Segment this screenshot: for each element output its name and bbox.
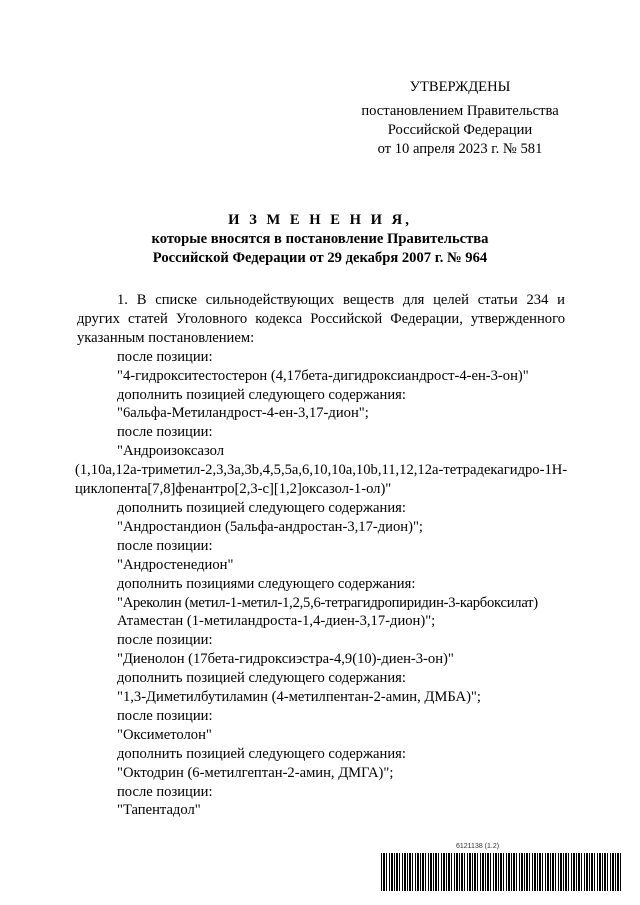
text-line: дополнить позицией следующего содержания:	[117, 499, 406, 516]
text-line: после позиции:	[117, 707, 213, 724]
barcode-block	[381, 843, 623, 893]
text-line: (1,10а,12а-триметил-2,3,3а,3b,4,5,5а,6,10,10а,10b,11,12,12а-тетрадекагидро-1Н-циклопента[7,8]фенантро[2,3-c][1,2]оксазол-1-ол)"	[75, 462, 568, 498]
text-line: "Диенолон (17бета-гидроксиэстра-4,9(10)-диен-3-он)"	[117, 651, 454, 668]
text-line: после позиции:	[117, 424, 213, 441]
text-line: "Андростенедион"	[117, 556, 234, 573]
text-line: после позиции:	[117, 348, 213, 365]
text-line: дополнить позицией следующего содержания:	[117, 386, 406, 403]
heading-title: И З М Е Н Е Н И Я,	[228, 212, 412, 228]
text-line: "Андростандион (5альфа-андростан-3,17-дион)";	[117, 518, 423, 535]
text-line: после позиции:	[117, 537, 213, 554]
text-line: дополнить позицией следующего содержания:	[117, 670, 406, 687]
text-line: "Октодрин (6-метилгептан-2-амин, ДМГА)";	[117, 764, 394, 781]
text-line: после позиции:	[117, 632, 213, 649]
text-line: "1,3-Диметилбутиламин (4-метилпентан-2-амин, ДМБА)";	[117, 689, 481, 706]
text-line: дополнить позицией следующего содержания:	[117, 745, 406, 762]
text-line: "Оксиметолон"	[117, 726, 212, 743]
text-line: "Андроизоксазол	[117, 443, 225, 460]
text-line: "4-гидрокситестостерон (4,17бета-дигидроксиандрост-4-ен-3-он)"	[117, 367, 529, 384]
text-line: "Ареколин (метил-1-метил-1,2,5,6-тетрагидропиридин-3-карбоксилат)	[117, 594, 538, 611]
approval-line: Российской Федерации	[387, 121, 533, 138]
barcode-icon	[381, 853, 623, 891]
document-heading	[80, 211, 560, 268]
text-line: дополнить позициями следующего содержания:	[117, 575, 416, 592]
heading-subtitle: Российской Федерации от 29 декабря 2007 г. № 964	[152, 250, 488, 266]
paragraph: 1. В списке сильнодействующих веществ для целей статьи 234 и других статей Уголовного кодекса Российской Федерации, утвержденного указанным постановлением:	[77, 292, 565, 346]
approval-stamp	[330, 78, 590, 159]
text-line: Атаместан (1-метиландроста-1,4-диен-3,17-дион)";	[117, 613, 436, 630]
text-line: "6альфа-Метиландрост-4-ен-3,17-дион";	[117, 405, 369, 422]
approval-date: от 10 апреля 2023 г. № 581	[377, 140, 543, 157]
barcode-number: 6121138 (1.2)	[456, 843, 500, 850]
text-line: "Тапентадол"	[117, 802, 201, 819]
heading-subtitle: которые вносятся в постановление Правительства	[151, 231, 489, 247]
text-line: после позиции:	[117, 783, 213, 800]
approval-line: постановлением Правительства	[361, 102, 559, 119]
document-body	[75, 291, 568, 820]
approval-title: УТВЕРЖДЕНЫ	[409, 79, 511, 95]
